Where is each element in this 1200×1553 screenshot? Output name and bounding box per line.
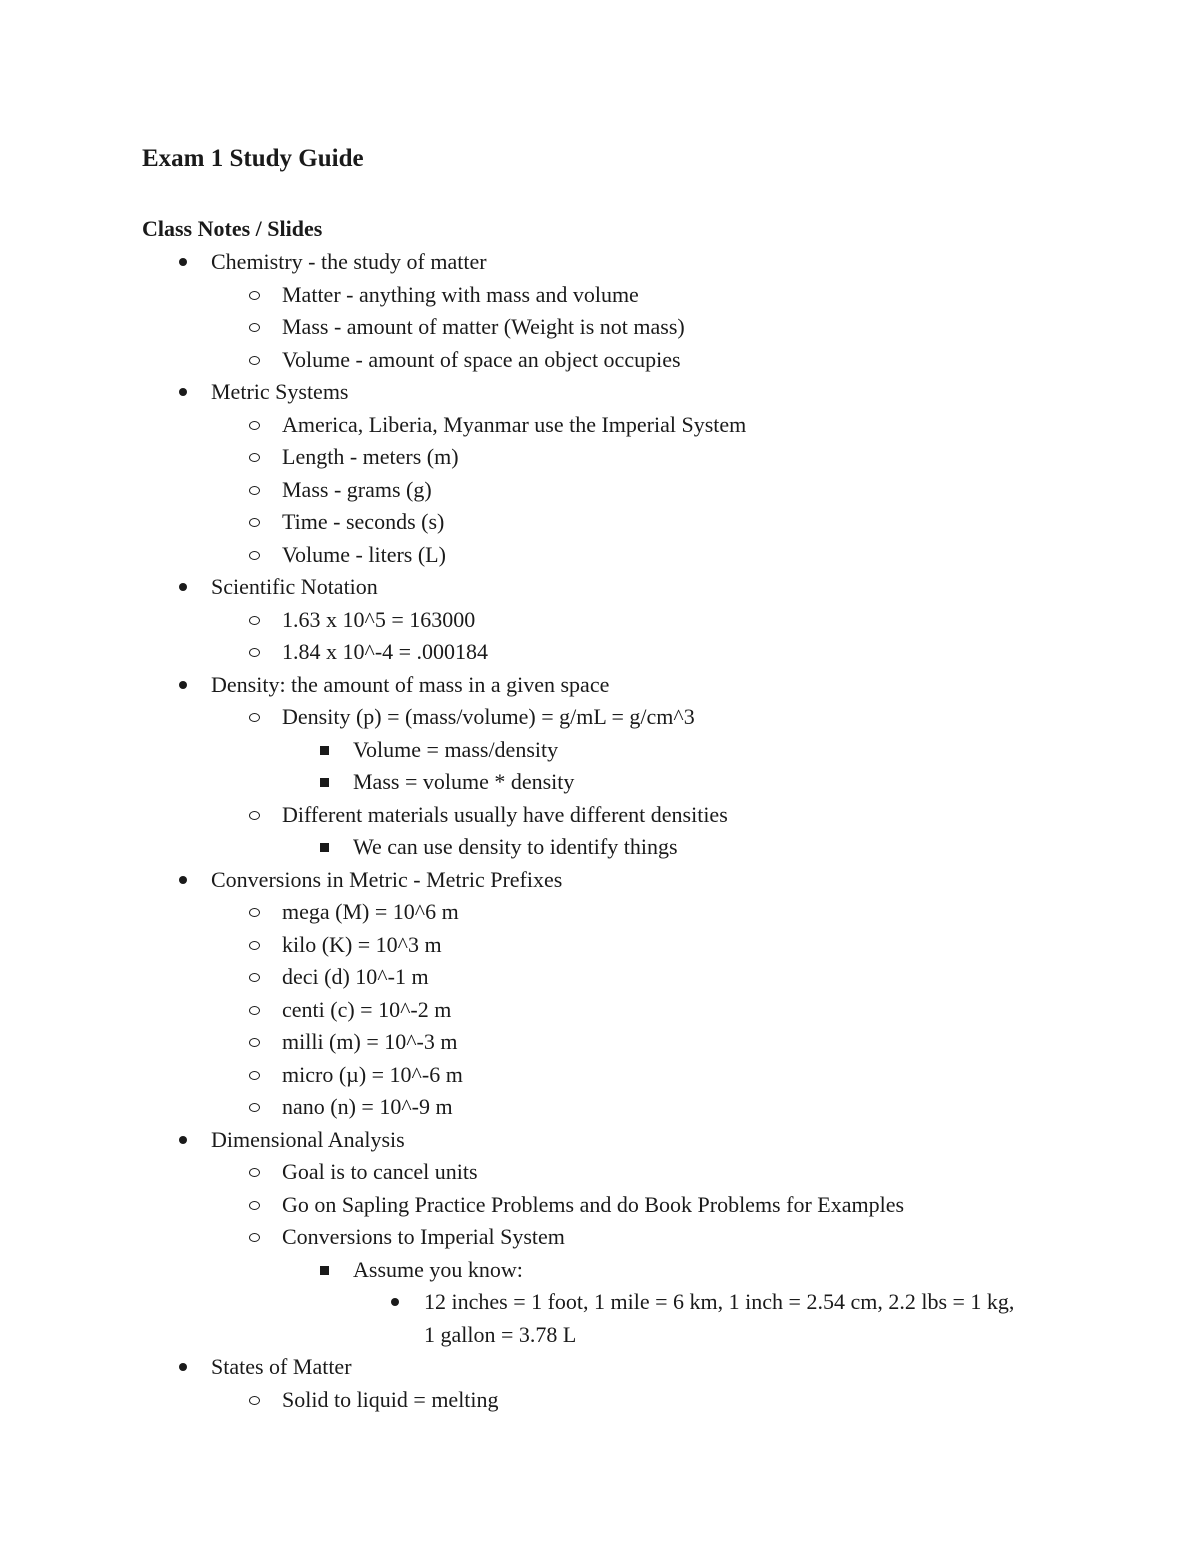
list-item-text: 1.63 x 10^5 = 163000	[282, 606, 476, 632]
list-item	[0, 896, 1200, 929]
list-item	[0, 799, 1200, 832]
list-item	[0, 636, 1200, 669]
bullet-circle-icon	[249, 616, 260, 625]
bullet-square-icon	[320, 746, 329, 755]
bullet-circle-icon	[249, 518, 260, 527]
list-item-text: 1.84 x 10^-4 = .000184	[282, 639, 489, 664]
bullet-circle-icon	[249, 356, 260, 365]
document-title: Exam 1 Study Guide	[142, 145, 364, 172]
list-item	[0, 311, 1200, 344]
list-item	[0, 701, 1200, 734]
bullet-disc-icon	[179, 681, 187, 689]
list-item	[0, 474, 1200, 507]
bullet-square-icon	[320, 1266, 329, 1275]
list-item-text: Scientific Notation	[211, 574, 378, 599]
list-item	[0, 1254, 1200, 1287]
bullet-circle-icon	[249, 486, 260, 495]
list-item	[0, 1221, 1200, 1254]
bullet-disc-icon	[179, 388, 187, 396]
bullet-disc-icon	[179, 258, 187, 266]
bullet-circle-icon	[249, 1071, 260, 1080]
bullet-circle-icon	[249, 1168, 260, 1177]
bullet-circle-icon	[249, 1396, 260, 1405]
list-item-text: milli (m) = 10^-3 m	[282, 1029, 458, 1054]
bullet-square-icon	[320, 778, 329, 787]
list-item-text: We can use density to identify things	[353, 834, 678, 859]
list-item-text: Matter - anything with mass and volume	[282, 281, 639, 307]
list-item	[0, 571, 1200, 604]
list-item	[0, 1286, 1200, 1319]
list-item	[0, 344, 1200, 377]
list-item	[0, 506, 1200, 539]
list-item-text: Different materials usually have different densities	[282, 801, 728, 827]
list-item-text: deci (d) 10^-1 m	[282, 964, 429, 989]
list-item	[0, 831, 1200, 864]
list-item	[0, 864, 1200, 897]
list-item	[0, 669, 1200, 702]
bullet-circle-icon	[249, 811, 260, 820]
list-item-text: Assume you know:	[353, 1256, 523, 1282]
list-item	[0, 734, 1200, 767]
list-item	[0, 1124, 1200, 1157]
list-item-text: America, Liberia, Myanmar use the Imperial System	[282, 411, 747, 437]
list-item	[0, 961, 1200, 994]
list-item	[0, 1384, 1200, 1417]
list-item-text: 1 gallon = 3.78 L	[424, 1321, 577, 1347]
list-item-text: Time - seconds (s)	[282, 509, 445, 534]
list-item-text: Chemistry - the study of matter	[211, 249, 487, 274]
bullet-circle-icon	[249, 941, 260, 950]
list-item-text: Mass - grams (g)	[282, 476, 432, 502]
list-item	[0, 279, 1200, 312]
list-item-text: Conversions in Metric - Metric Prefixes	[211, 866, 563, 892]
list-item	[0, 1156, 1200, 1189]
bullet-circle-icon	[249, 1233, 260, 1242]
list-item	[0, 1319, 1200, 1352]
list-item-text: Solid to liquid = melting	[282, 1386, 499, 1412]
list-item-text: Volume = mass/density	[353, 736, 559, 762]
list-item	[0, 994, 1200, 1027]
list-item	[0, 604, 1200, 637]
bullet-circle-icon	[249, 1038, 260, 1047]
list-item-text: Density (p) = (mass/volume) = g/mL = g/cm^3	[282, 704, 695, 729]
list-item	[0, 1091, 1200, 1124]
list-item-text: Volume - liters (L)	[282, 541, 446, 567]
list-item-text: Volume - amount of space an object occupies	[282, 346, 681, 372]
list-item	[0, 1351, 1200, 1384]
list-item-text: Length - meters (m)	[282, 444, 459, 469]
list-item-text: States of Matter	[211, 1354, 352, 1379]
list-item-text: Density: the amount of mass in a given space	[211, 671, 610, 697]
bullet-disc-icon	[391, 1298, 399, 1306]
bullet-circle-icon	[249, 713, 260, 722]
list-item-text: Metric Systems	[211, 379, 349, 404]
list-item-text: Dimensional Analysis	[211, 1126, 405, 1152]
list-item-text: Goal is to cancel units	[282, 1159, 478, 1184]
list-item-text: kilo (K) = 10^3 m	[282, 931, 442, 957]
list-item	[0, 409, 1200, 442]
list-item	[0, 1059, 1200, 1092]
bullet-disc-icon	[179, 1136, 187, 1144]
list-item	[0, 1026, 1200, 1059]
bullet-disc-icon	[179, 583, 187, 591]
bullet-circle-icon	[249, 453, 260, 462]
notes-list	[0, 246, 1200, 1416]
bullet-disc-icon	[179, 876, 187, 884]
list-item	[0, 1189, 1200, 1222]
bullet-circle-icon	[249, 973, 260, 982]
bullet-disc-icon	[179, 1363, 187, 1371]
bullet-square-icon	[320, 843, 329, 852]
bullet-circle-icon	[249, 1201, 260, 1210]
section-heading: Class Notes / Slides	[142, 216, 323, 241]
list-item-text: Mass - amount of matter (Weight is not mass)	[282, 314, 685, 339]
bullet-circle-icon	[249, 323, 260, 332]
list-item-text: mega (M) = 10^6 m	[282, 899, 459, 924]
list-item-text: Go on Sapling Practice Problems and do Book Problems for Examples	[282, 1191, 905, 1217]
list-item-text: centi (c) = 10^-2 m	[282, 996, 452, 1022]
bullet-circle-icon	[249, 551, 260, 560]
list-item	[0, 929, 1200, 962]
list-item	[0, 441, 1200, 474]
bullet-circle-icon	[249, 1103, 260, 1112]
list-item-text: nano (n) = 10^-9 m	[282, 1094, 453, 1119]
bullet-circle-icon	[249, 648, 260, 657]
list-item-text: Conversions to Imperial System	[282, 1224, 565, 1249]
bullet-circle-icon	[249, 291, 260, 300]
list-item	[0, 766, 1200, 799]
list-item	[0, 246, 1200, 279]
list-item	[0, 539, 1200, 572]
bullet-circle-icon	[249, 1006, 260, 1015]
list-item-text: Mass = volume * density	[353, 769, 575, 794]
list-item-text: 12 inches = 1 foot, 1 mile = 6 km, 1 inch = 2.54 cm, 2.2 lbs = 1 kg,	[424, 1289, 1015, 1314]
bullet-circle-icon	[249, 908, 260, 917]
list-item	[0, 376, 1200, 409]
bullet-circle-icon	[249, 421, 260, 430]
list-item-text: micro (µ) = 10^-6 m	[282, 1061, 463, 1087]
